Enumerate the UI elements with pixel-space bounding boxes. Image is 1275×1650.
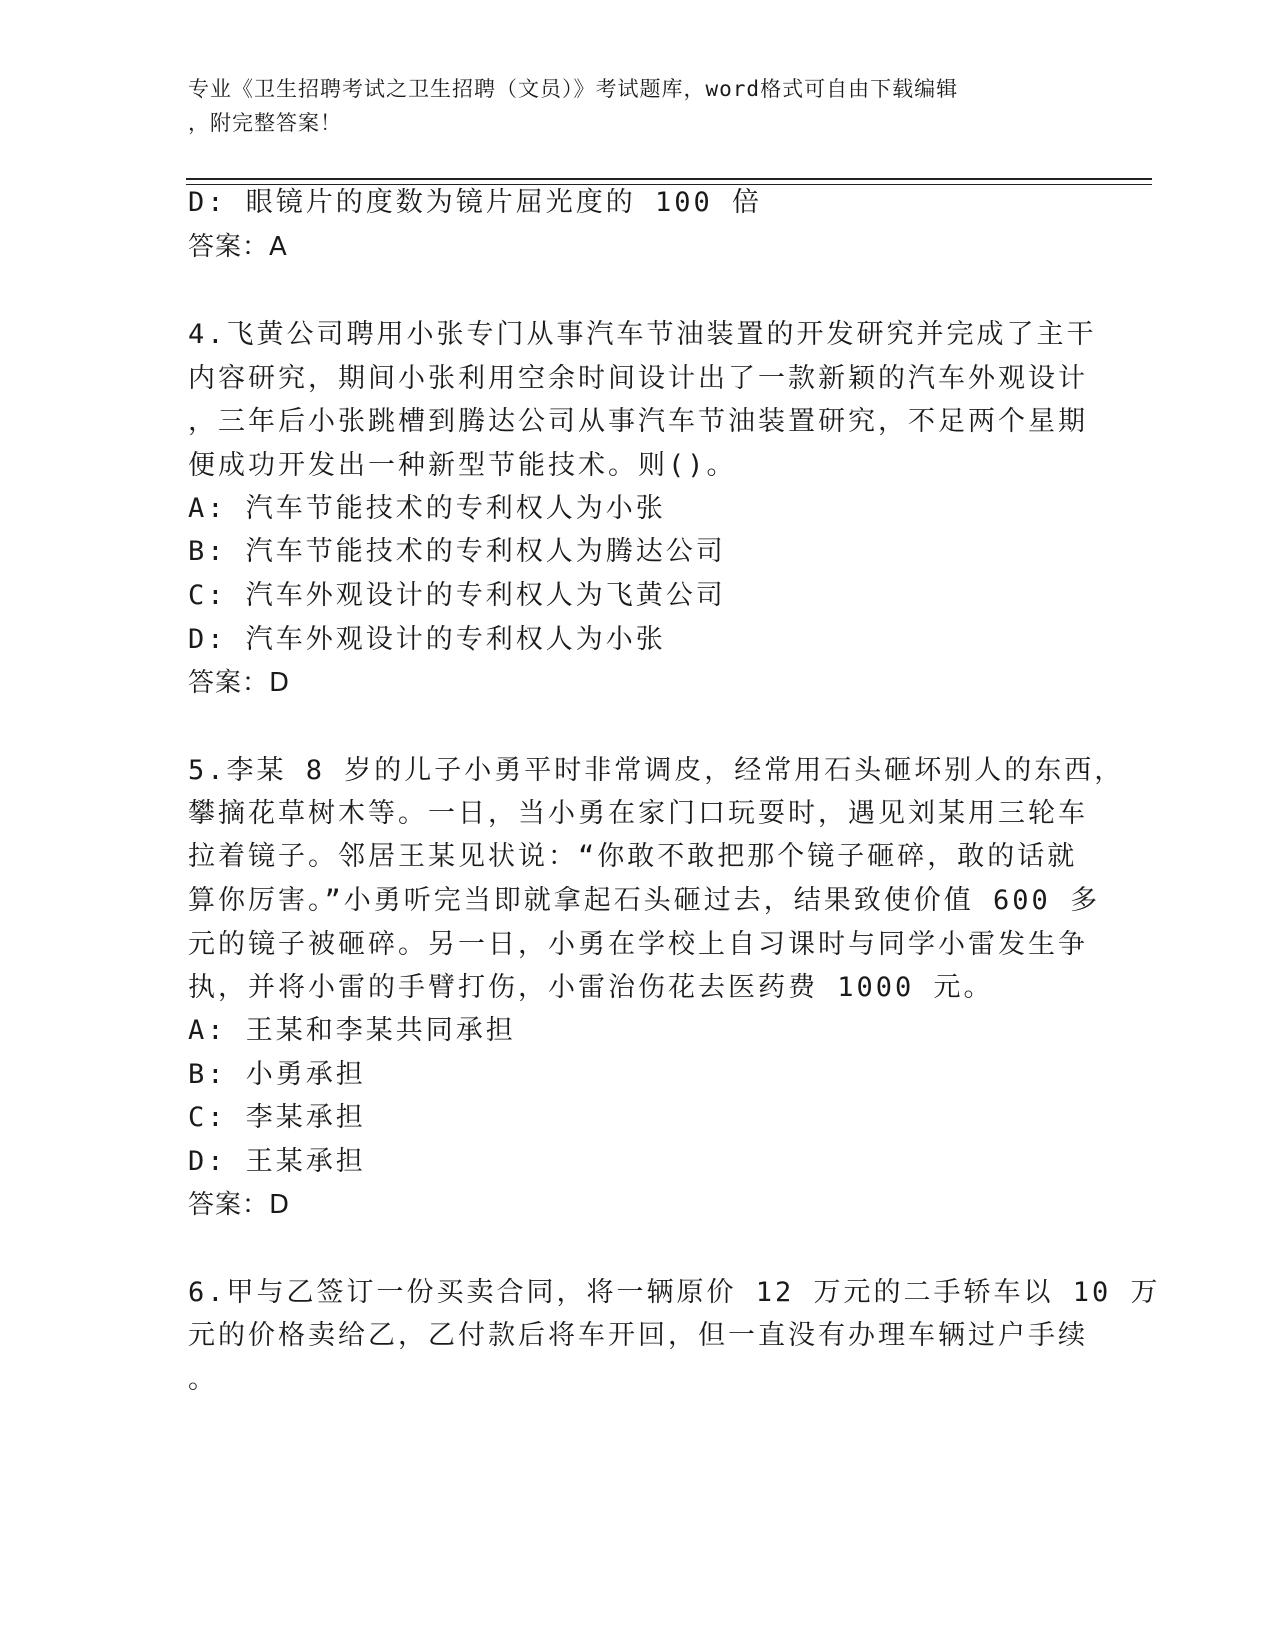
q4-option-b: B: 汽车节能技术的专利权人为腾达公司	[188, 536, 726, 567]
q5-line-5: 元的镜子被砸碎。另一日，小勇在学校上自习课时与同学小雷发生争	[188, 929, 1088, 960]
q5-line-2: 攀摘花草树木等。一日，当小勇在家门口玩耍时，遇见刘某用三轮车	[188, 798, 1088, 829]
q6-line-2: 元的价格卖给乙，乙付款后将车开回，但一直没有办理车辆过户手续	[188, 1320, 1088, 1351]
q5-line-1: 5.李某 8 岁的儿子小勇平时非常调皮，经常用石头砸坏别人的东西，	[188, 755, 1125, 786]
q5-option-b: B: 小勇承担	[188, 1059, 366, 1090]
q5-option-a: A: 王某和李某共同承担	[188, 1015, 516, 1046]
q5-option-c: C: 李某承担	[188, 1102, 366, 1133]
q4-line-4: 便成功开发出一种新型节能技术。则()。	[188, 450, 737, 481]
q5-line-6: 执，并将小雷的手臂打伤，小雷治伤花去医药费 1000 元。	[188, 972, 994, 1003]
q4-line-3: ，三年后小张跳槽到腾达公司从事汽车节油装置研究，不足两个星期	[188, 406, 1088, 437]
q4-line-2: 内容研究，期间小张利用空余时间设计出了一款新颖的汽车外观设计	[188, 363, 1088, 394]
q4-answer: 答案：D	[188, 668, 291, 698]
q6-line-3: 。	[188, 1364, 218, 1395]
q4-line-1: 4.飞黄公司聘用小张专门从事汽车节油装置的开发研究并完成了主干	[188, 319, 1097, 350]
q4-option-a: A: 汽车节能技术的专利权人为小张	[188, 493, 666, 524]
q5-line-4: 算你厉害。”小勇听完当即就拿起石头砸过去，结果致使价值 600 多	[188, 885, 1101, 916]
q5-line-3: 拉着镜子。邻居王某见状说：“你敢不敢把那个镜子砸碎，敢的话就	[188, 841, 1078, 872]
header-rule-thick	[186, 178, 1152, 180]
header-line-1: 专业《卫生招聘考试之卫生招聘（文员）》考试题库，word格式可自由下载编辑	[188, 77, 959, 101]
q4-option-d: D: 汽车外观设计的专利权人为小张	[188, 624, 666, 655]
q3-answer: 答案：A	[188, 232, 288, 262]
document-header	[188, 72, 1068, 140]
q6-line-1: 6.甲与乙签订一份买卖合同，将一辆原价 12 万元的二手轿车以 10 万	[188, 1277, 1161, 1308]
q5-option-d: D: 王某承担	[188, 1146, 366, 1177]
q4-option-c: C: 汽车外观设计的专利权人为飞黄公司	[188, 580, 726, 611]
q5-answer: 答案：D	[188, 1190, 291, 1220]
header-line-2: ，附完整答案！	[188, 111, 342, 135]
q3-option-d: D: 眼镜片的度数为镜片屈光度的 100 倍	[188, 187, 763, 218]
